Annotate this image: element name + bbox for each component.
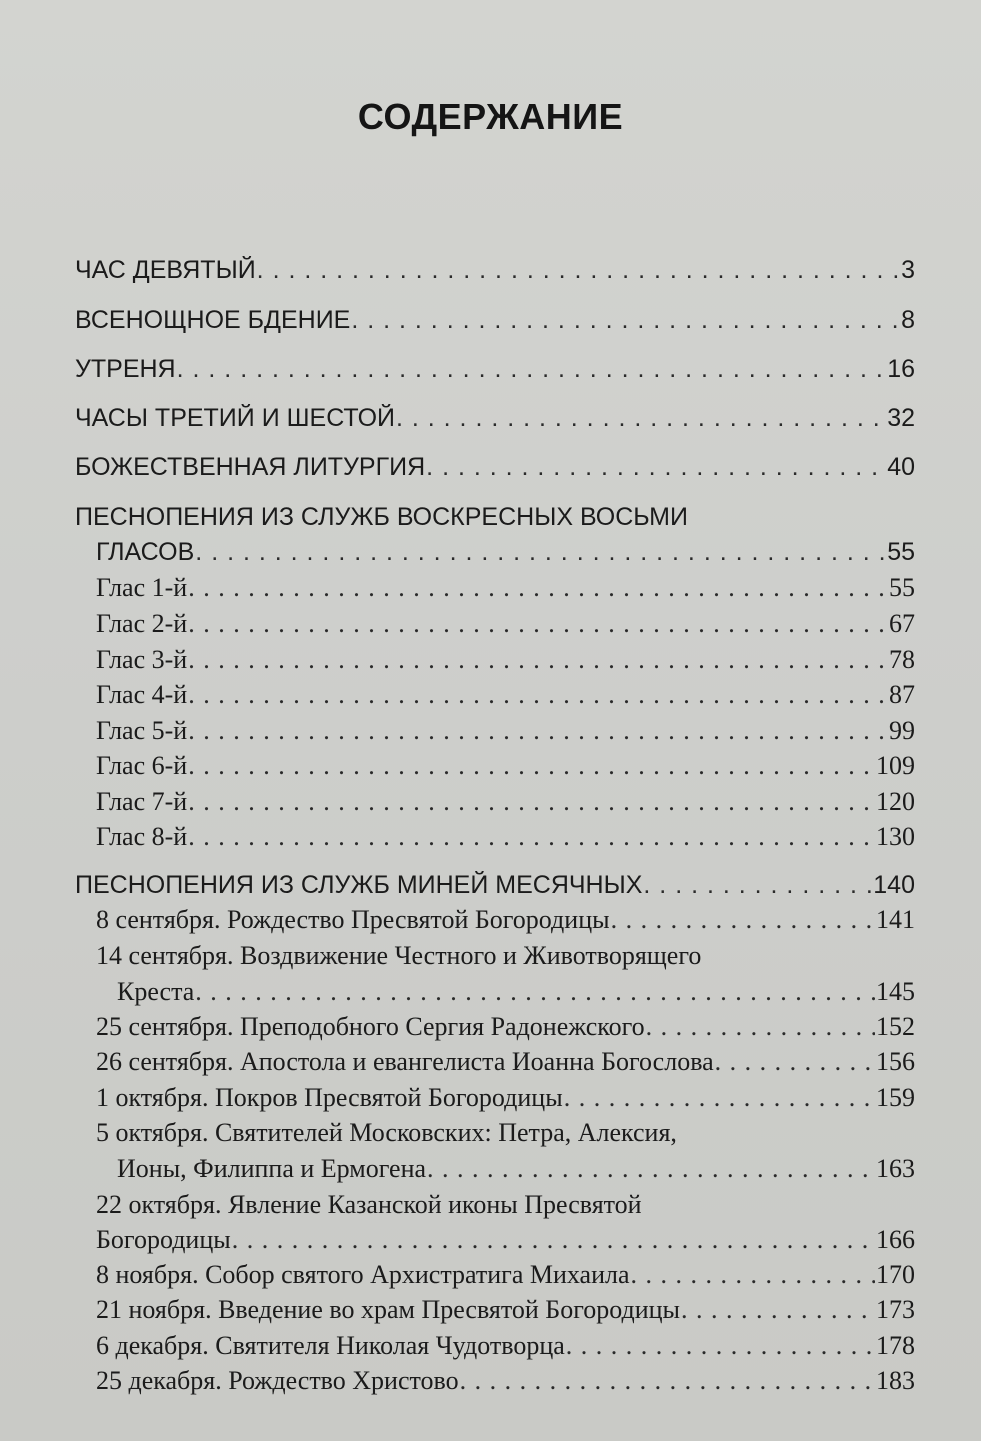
toc-entry-page: 170 — [876, 1260, 915, 1289]
toc-entry-page: 178 — [876, 1331, 915, 1360]
toc-entry-page: 166 — [876, 1225, 915, 1254]
toc-entry-page: 109 — [876, 751, 915, 780]
toc-entry-label: Глас 2-й — [96, 609, 188, 638]
toc-entry[interactable] — [75, 306, 915, 335]
toc-entry-page: 55 — [887, 538, 915, 566]
toc-entry-label: Глас 8-й — [96, 822, 188, 851]
leader-dots — [188, 609, 888, 639]
toc-entry-page: 16 — [887, 355, 915, 383]
leader-dots — [631, 1260, 875, 1290]
leader-dots — [566, 1331, 875, 1361]
toc-entry-page: 163 — [876, 1154, 915, 1183]
toc-entry[interactable] — [96, 1331, 915, 1361]
toc-entry[interactable] — [75, 871, 915, 900]
toc-entry-label: ГЛАСОВ — [96, 538, 195, 566]
leader-dots — [232, 1225, 875, 1255]
toc-entry[interactable] — [96, 751, 915, 781]
toc-entry-page: 99 — [889, 716, 915, 745]
menaion-heading: ПЕСНОПЕНИЯ ИЗ СЛУЖБ МИНЕЙ МЕСЯЧНЫХ — [75, 871, 643, 899]
toc-entry-page: 40 — [887, 453, 915, 481]
toc-entry-label: УТРЕНЯ — [75, 355, 176, 383]
leader-dots — [460, 1366, 875, 1396]
toc-entry-page: 141 — [876, 905, 915, 934]
toc-entry-label[interactable]: 14 сентября. Воздвижение Честного и Животворящего — [96, 941, 702, 970]
leader-dots — [188, 573, 888, 603]
toc-entry[interactable] — [96, 1083, 915, 1113]
toc-entry-label: Богородицы — [96, 1225, 231, 1254]
toc-entry-page: 67 — [889, 609, 915, 638]
leader-dots — [188, 822, 875, 852]
toc-entry-page: 183 — [876, 1366, 915, 1395]
toc-entry-label: Глас 6-й — [96, 751, 188, 780]
toc-entry[interactable] — [96, 680, 915, 710]
toc-entry-label: БОЖЕСТВЕННАЯ ЛИТУРГИЯ — [75, 453, 426, 481]
toc-entry-label: Глас 4-й — [96, 680, 188, 709]
toc-entry-page: 55 — [889, 573, 915, 602]
toc-entry-label: ЧАСЫ ТРЕТИЙ И ШЕСТОЙ — [75, 404, 395, 432]
toc-entry-label: 8 ноября. Собор святого Архистратига Михаила — [96, 1260, 630, 1289]
toc-entry-page: 145 — [876, 977, 915, 1006]
toc-entry[interactable] — [96, 573, 915, 603]
toc-entry-label: 1 октября. Покров Пресвятой Богородицы — [96, 1083, 563, 1112]
toc-entry-page: 159 — [876, 1083, 915, 1112]
leader-dots — [351, 306, 900, 335]
toc-entry[interactable] — [96, 822, 915, 852]
toc-entry-page: 87 — [889, 680, 915, 709]
toc-entry-page: 32 — [887, 404, 915, 432]
toc-entry-label: 26 сентября. Апостола и евангелиста Иоанна Богослова — [96, 1047, 714, 1076]
toc-entry[interactable] — [96, 1260, 915, 1290]
leader-dots — [195, 538, 886, 567]
toc-entry-label: Глас 3-й — [96, 645, 188, 674]
leader-dots — [611, 905, 875, 935]
toc-entry[interactable] — [96, 787, 915, 817]
toc-entry-label: 25 сентября. Преподобного Сергия Радонежского — [96, 1012, 645, 1041]
toc-entry-page: 173 — [876, 1295, 915, 1324]
leader-dots — [177, 355, 887, 384]
toc-entry-label: ВСЕНОЩНОЕ БДЕНИЕ — [75, 306, 351, 334]
leader-dots — [188, 645, 888, 675]
leader-dots — [257, 256, 900, 285]
leader-dots — [681, 1295, 875, 1325]
leader-dots — [715, 1047, 875, 1077]
toc-entry-label[interactable]: 5 октября. Святителей Московских: Петра, Алексия, — [96, 1118, 677, 1147]
leader-dots — [564, 1083, 875, 1113]
toc-entry[interactable] — [117, 977, 915, 1007]
toc-entry[interactable] — [96, 716, 915, 746]
toc-entry[interactable] — [117, 1154, 915, 1184]
toc-entry[interactable] — [96, 538, 915, 567]
toc-entry-label[interactable]: 22 октября. Явление Казанской иконы Пресвятой — [96, 1190, 642, 1219]
page-title: СОДЕРЖАНИЕ — [357, 96, 624, 137]
toc-entry-label: Глас 7-й — [96, 787, 188, 816]
toc-entry[interactable] — [96, 1366, 915, 1396]
toc-entry-page: 3 — [901, 256, 915, 284]
toc-entry-page: 140 — [873, 871, 915, 899]
leader-dots — [646, 1012, 875, 1042]
toc-entry-page: 8 — [901, 306, 915, 334]
toc-entry[interactable] — [96, 609, 915, 639]
toc-entry[interactable] — [75, 355, 915, 384]
toc-entry-label: 8 сентября. Рождество Пресвятой Богородицы — [96, 905, 610, 934]
leader-dots — [188, 787, 875, 817]
toc-entry-page: 152 — [876, 1012, 915, 1041]
toc-entry-label: Глас 5-й — [96, 716, 188, 745]
leader-dots — [188, 680, 888, 710]
toc-entry[interactable] — [96, 1225, 915, 1255]
toc-entry-label: Глас 1-й — [96, 573, 188, 602]
leader-dots — [396, 404, 886, 433]
octoechos-heading[interactable]: ПЕСНОПЕНИЯ ИЗ СЛУЖБ ВОСКРЕСНЫХ ВОСЬМИ — [75, 503, 688, 531]
toc-entry[interactable] — [96, 1012, 915, 1042]
toc-entry-page: 120 — [876, 787, 915, 816]
toc-entry-page: 156 — [876, 1047, 915, 1076]
toc-entry[interactable] — [75, 404, 915, 433]
toc-entry[interactable] — [75, 256, 915, 285]
toc-entry-label: 6 декабря. Святителя Николая Чудотворца — [96, 1331, 565, 1360]
toc-entry-label: Ионы, Филиппа и Ермогена — [117, 1154, 427, 1183]
toc-entry-page: 78 — [889, 645, 915, 674]
toc-entry-label: ЧАС ДЕВЯТЫЙ — [75, 256, 256, 284]
toc-entry[interactable] — [75, 453, 915, 482]
toc-entry-label: 21 ноября. Введение во храм Пресвятой Богородицы — [96, 1295, 681, 1324]
leader-dots — [188, 716, 888, 746]
leader-dots — [643, 871, 872, 900]
toc-entry-page: 130 — [876, 822, 915, 851]
leader-dots — [195, 977, 875, 1007]
toc-entry[interactable] — [96, 1047, 915, 1077]
toc-entry-label: Креста — [117, 977, 195, 1006]
toc-entry[interactable] — [96, 1295, 915, 1325]
toc-entry-label: 25 декабря. Рождество Христово — [96, 1366, 459, 1395]
leader-dots — [188, 751, 875, 781]
leader-dots — [426, 453, 886, 482]
toc-entry[interactable] — [96, 645, 915, 675]
toc-entry[interactable] — [96, 905, 915, 935]
leader-dots — [427, 1154, 875, 1184]
